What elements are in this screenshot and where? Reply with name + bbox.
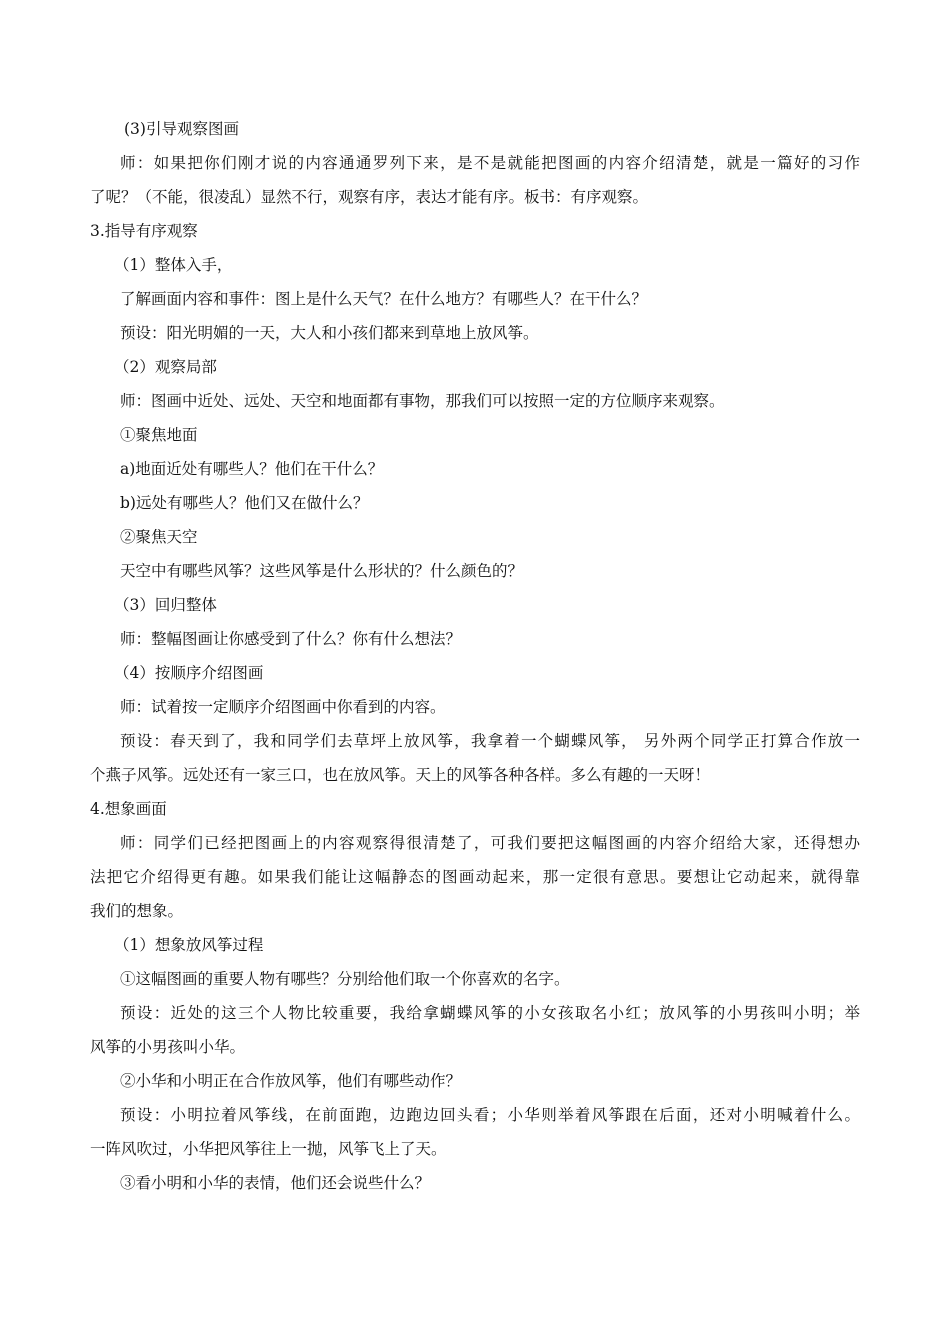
subheading: （1）整体入手， (114, 256, 233, 274)
list-item: ③看小明和小华的表情，他们还会说些什么？ (120, 1174, 431, 1192)
paragraph-line: 师：如果把你们刚才说的内容通通罗列下来，是不是就能把图画的内容介绍清楚，就是一篇好的习作 (120, 154, 860, 172)
subheading: （3）回归整体 (114, 596, 217, 614)
list-item: ②聚焦天空 (120, 528, 198, 546)
paragraph-line: 风筝的小男孩叫小华。 (90, 1038, 246, 1056)
paragraph-line: 了呢？（不能，很凌乱）显然不行，观察有序，表达才能有序。板书：有序观察。 (90, 188, 649, 206)
paragraph-line: 预设：阳光明媚的一天，大人和小孩们都来到草地上放风筝。 (120, 324, 539, 342)
subheading: (3)引导观察图画 (124, 120, 239, 138)
paragraph-line: 师：试着按一定顺序介绍图画中你看到的内容。 (120, 698, 446, 716)
section-heading: 4.想象画面 (90, 800, 167, 818)
list-item: a)地面近处有哪些人？他们在干什么？ (120, 460, 384, 478)
subheading: （1）想象放风筝过程 (114, 936, 264, 954)
paragraph-line: 一阵风吹过，小华把风筝往上一抛，风筝飞上了天。 (90, 1140, 447, 1158)
paragraph-line: 预设：近处的这三个人物比较重要，我给拿蝴蝶风筝的小女孩取名小红；放风筝的小男孩叫小明；举 (120, 1004, 860, 1022)
paragraph-line: 师：同学们已经把图画上的内容观察得很清楚了，可我们要把这幅图画的内容介绍给大家，还得想办 (120, 834, 860, 852)
paragraph-line: 师：整幅图画让你感受到了什么？你有什么想法？ (120, 630, 462, 648)
paragraph-line: 预设：小明拉着风筝线，在前面跑，边跑边回头看；小华则举着风筝跟在后面，还对小明喊着什么。 (120, 1106, 860, 1124)
paragraph-line: 了解画面内容和事件：图上是什么天气？在什么地方？有哪些人？在干什么？ (120, 290, 648, 308)
list-item: ①这幅图画的重要人物有哪些？分别给他们取一个你喜欢的名字。 (120, 970, 570, 988)
list-item: ①聚焦地面 (120, 426, 198, 444)
paragraph-line: 我们的想象。 (90, 902, 184, 920)
list-item: b)远处有哪些人？他们又在做什么？ (120, 494, 369, 512)
paragraph-line: 预设：春天到了，我和同学们去草坪上放风筝，我拿着一个蝴蝶风筝， 另外两个同学正打算合作放一 (120, 732, 860, 750)
paragraph-line: 个燕子风筝。远处还有一家三口，也在放风筝。天上的风筝各种各样。多么有趣的一天呀！ (90, 766, 711, 784)
subheading: （4）按顺序介绍图画 (114, 664, 264, 682)
section-heading: 3.指导有序观察 (90, 222, 198, 240)
paragraph-line: 法把它介绍得更有趣。如果我们能让这幅静态的图画动起来，那一定很有意思。要想让它动起来，就得靠 (90, 868, 860, 886)
paragraph-line: 师：图画中近处、远处、天空和地面都有事物，那我们可以按照一定的方位顺序来观察。 (120, 392, 725, 410)
subheading: （2）观察局部 (114, 358, 217, 376)
list-item: ②小华和小明正在合作放风筝，他们有哪些动作？ (120, 1072, 462, 1090)
paragraph-line: 天空中有哪些风筝？这些风筝是什么形状的？什么颜色的？ (120, 562, 524, 580)
